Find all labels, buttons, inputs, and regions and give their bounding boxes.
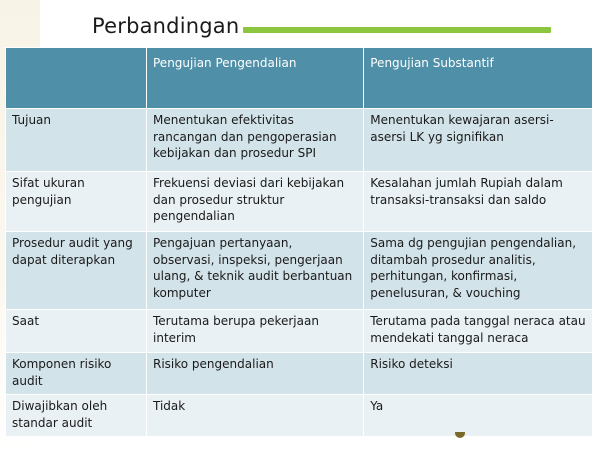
header-substantive-testing: Pengujian Substantif	[364, 48, 593, 109]
cell-control: Risiko pengendalian	[147, 353, 364, 395]
cell-substantive: Risiko deteksi	[364, 353, 593, 395]
cell-control: Menentukan efektivitas rancangan dan pengoperasian kebijakan dan prosedur SPI	[147, 109, 364, 172]
slide-title: Perbandingan	[92, 14, 240, 38]
cell-substantive: Sama dg pengujian pengendalian, ditambah prosedur analitis, perhitungan, konfirmasi, penelusuran, & vouching	[364, 232, 593, 310]
cell-substantive: Ya	[364, 395, 593, 437]
cell-aspect: Prosedur audit yang dapat diterapkan	[6, 232, 147, 310]
title-underline-bar	[243, 27, 551, 33]
cell-control: Pengajuan pertanyaan, observasi, inspeksi, pengerjaan ulang, & teknik audit berbantuan komputer	[147, 232, 364, 310]
cell-aspect: Tujuan	[6, 109, 147, 172]
cell-aspect: Sifat ukuran pengujian	[6, 172, 147, 232]
table-row	[6, 395, 593, 437]
table-row	[6, 232, 593, 310]
cell-substantive: Terutama pada tanggal neraca atau mendekati tanggal neraca	[364, 310, 593, 353]
cell-aspect: Saat	[6, 310, 147, 353]
cell-control: Frekuensi deviasi dari kebijakan dan prosedur struktur pengendalian	[147, 172, 364, 232]
decorative-mark	[455, 432, 465, 438]
cell-control: Tidak	[147, 395, 364, 437]
header-aspect	[6, 48, 147, 109]
table-row	[6, 353, 593, 395]
cell-aspect: Komponen risiko audit	[6, 353, 147, 395]
cell-control: Terutama berupa pekerjaan interim	[147, 310, 364, 353]
comparison-table	[5, 47, 593, 437]
table-header-row	[6, 48, 593, 109]
cell-substantive: Menentukan kewajaran asersi-asersi LK yg signifikan	[364, 109, 593, 172]
cell-aspect: Diwajibkan oleh standar audit	[6, 395, 147, 437]
header-control-testing: Pengujian Pengendalian	[147, 48, 364, 109]
cell-substantive: Kesalahan jumlah Rupiah dalam transaksi-transaksi dan saldo	[364, 172, 593, 232]
table-row	[6, 109, 593, 172]
table-row	[6, 172, 593, 232]
table-row	[6, 310, 593, 353]
